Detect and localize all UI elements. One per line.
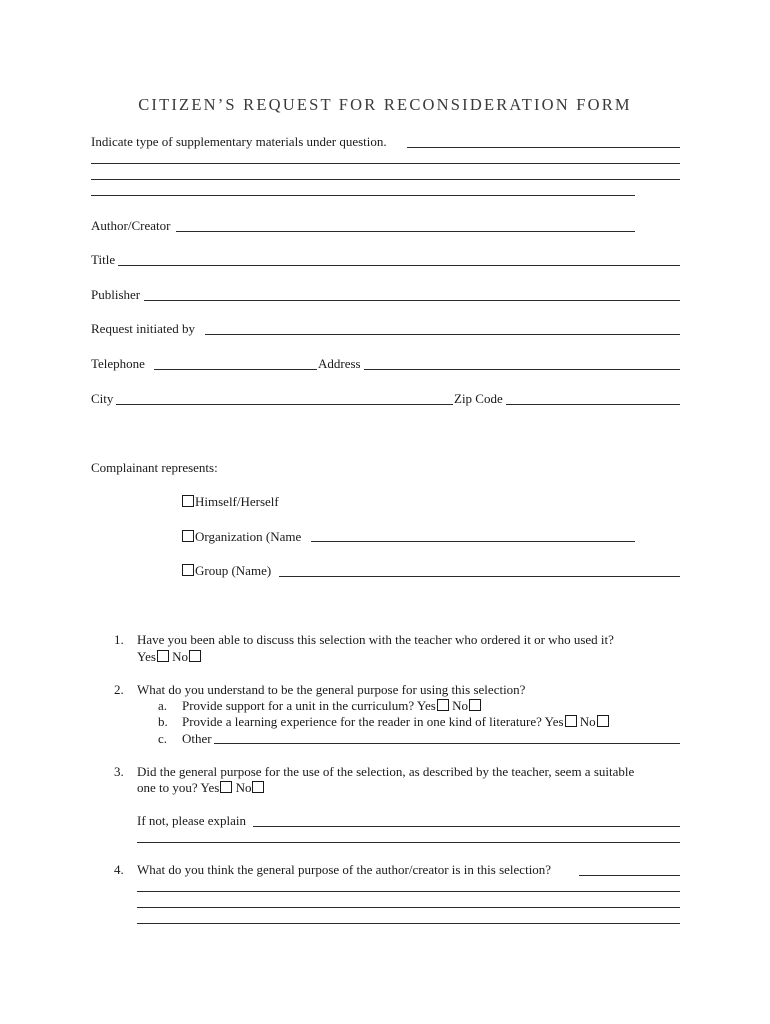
title-label: Title [91, 252, 116, 267]
q1-answer [137, 649, 201, 665]
q1-yes-label: Yes [137, 649, 156, 664]
q2c-other-field[interactable] [214, 743, 680, 744]
q2b-text: Provide a learning experience for the reader in one kind of literature? Yes [182, 714, 564, 729]
q3-text-line2: one to you? Yes [137, 780, 220, 795]
himself-herself-label: Himself/Herself [195, 494, 279, 509]
q1-no-label: No [172, 649, 189, 664]
publisher-field[interactable] [144, 300, 680, 301]
q3-no-label: No [235, 780, 252, 795]
q2a-letter: a. [158, 698, 168, 713]
q2a-item [182, 698, 481, 714]
q2c-letter: c. [158, 731, 168, 746]
initiated-by-label: Request initiated by [91, 321, 195, 336]
title-field[interactable] [118, 265, 680, 266]
q2b-letter: b. [158, 714, 168, 729]
q2a-no-checkbox[interactable] [469, 699, 481, 711]
q2-text: What do you understand to be the general purpose for using this selection? [137, 682, 526, 697]
form-title: CITIZEN’S REQUEST FOR RECONSIDERATION FORM [138, 95, 632, 114]
zip-label: Zip Code [454, 391, 503, 406]
q2a-yes-checkbox[interactable] [437, 699, 449, 711]
organization-checkbox[interactable] [182, 530, 194, 542]
initiated-by-field[interactable] [205, 334, 680, 335]
option-organization [182, 529, 301, 545]
author-field[interactable] [176, 231, 635, 232]
group-label: Group (Name) [195, 563, 272, 578]
organization-name-field[interactable] [311, 541, 635, 542]
author-label: Author/Creator [91, 218, 171, 233]
q4-number: 4. [114, 862, 124, 877]
materials-field[interactable] [407, 147, 680, 148]
q1-text: Have you been able to discuss this selection with the teacher who ordered it or who used it? [137, 632, 614, 647]
q1-no-checkbox[interactable] [189, 650, 201, 662]
q4-line-3[interactable] [137, 907, 680, 908]
q3-explain-line-2[interactable] [137, 842, 680, 843]
address-field[interactable] [364, 369, 680, 370]
city-label: City [91, 391, 114, 406]
q4-field[interactable] [579, 875, 680, 876]
q4-text: What do you think the general purpose of the author/creator is in this selection? [137, 862, 552, 877]
q2b-no-checkbox[interactable] [597, 715, 609, 727]
group-name-field[interactable] [279, 576, 680, 577]
q2b-no-label: No [579, 714, 596, 729]
q4-line-4[interactable] [137, 923, 680, 924]
q4-line-2[interactable] [137, 891, 680, 892]
q1-number: 1. [114, 632, 124, 647]
q3-text-line1: Did the general purpose for the use of the selection, as described by the teacher, seem a suitable [137, 764, 635, 779]
q2c-text: Other [182, 731, 212, 746]
q3-answer [137, 780, 264, 796]
q3-no-checkbox[interactable] [252, 781, 264, 793]
q2a-text: Provide support for a unit in the curriculum? Yes [182, 698, 436, 713]
telephone-field[interactable] [154, 369, 317, 370]
q2b-item [182, 714, 609, 730]
q3-explain-label: If not, please explain [137, 813, 247, 828]
option-group [182, 563, 271, 579]
q1-yes-checkbox[interactable] [157, 650, 169, 662]
q3-explain-field[interactable] [253, 826, 680, 827]
q2a-no-label: No [452, 698, 468, 713]
option-himself-herself [182, 494, 279, 510]
q2-number: 2. [114, 682, 124, 697]
publisher-label: Publisher [91, 287, 141, 302]
materials-line-2[interactable] [91, 163, 680, 164]
materials-label: Indicate type of supplementary materials under question. [91, 134, 387, 149]
city-field[interactable] [116, 404, 453, 405]
q3-number: 3. [114, 764, 124, 779]
telephone-label: Telephone [91, 356, 145, 371]
complainant-label: Complainant represents: [91, 460, 218, 475]
zip-field[interactable] [506, 404, 680, 405]
q2b-yes-checkbox[interactable] [565, 715, 577, 727]
q3-yes-checkbox[interactable] [220, 781, 232, 793]
materials-line-4[interactable] [91, 195, 635, 196]
group-checkbox[interactable] [182, 564, 194, 576]
address-label: Address [318, 356, 361, 371]
organization-label: Organization (Name [195, 529, 302, 544]
himself-herself-checkbox[interactable] [182, 495, 194, 507]
materials-line-3[interactable] [91, 179, 680, 180]
